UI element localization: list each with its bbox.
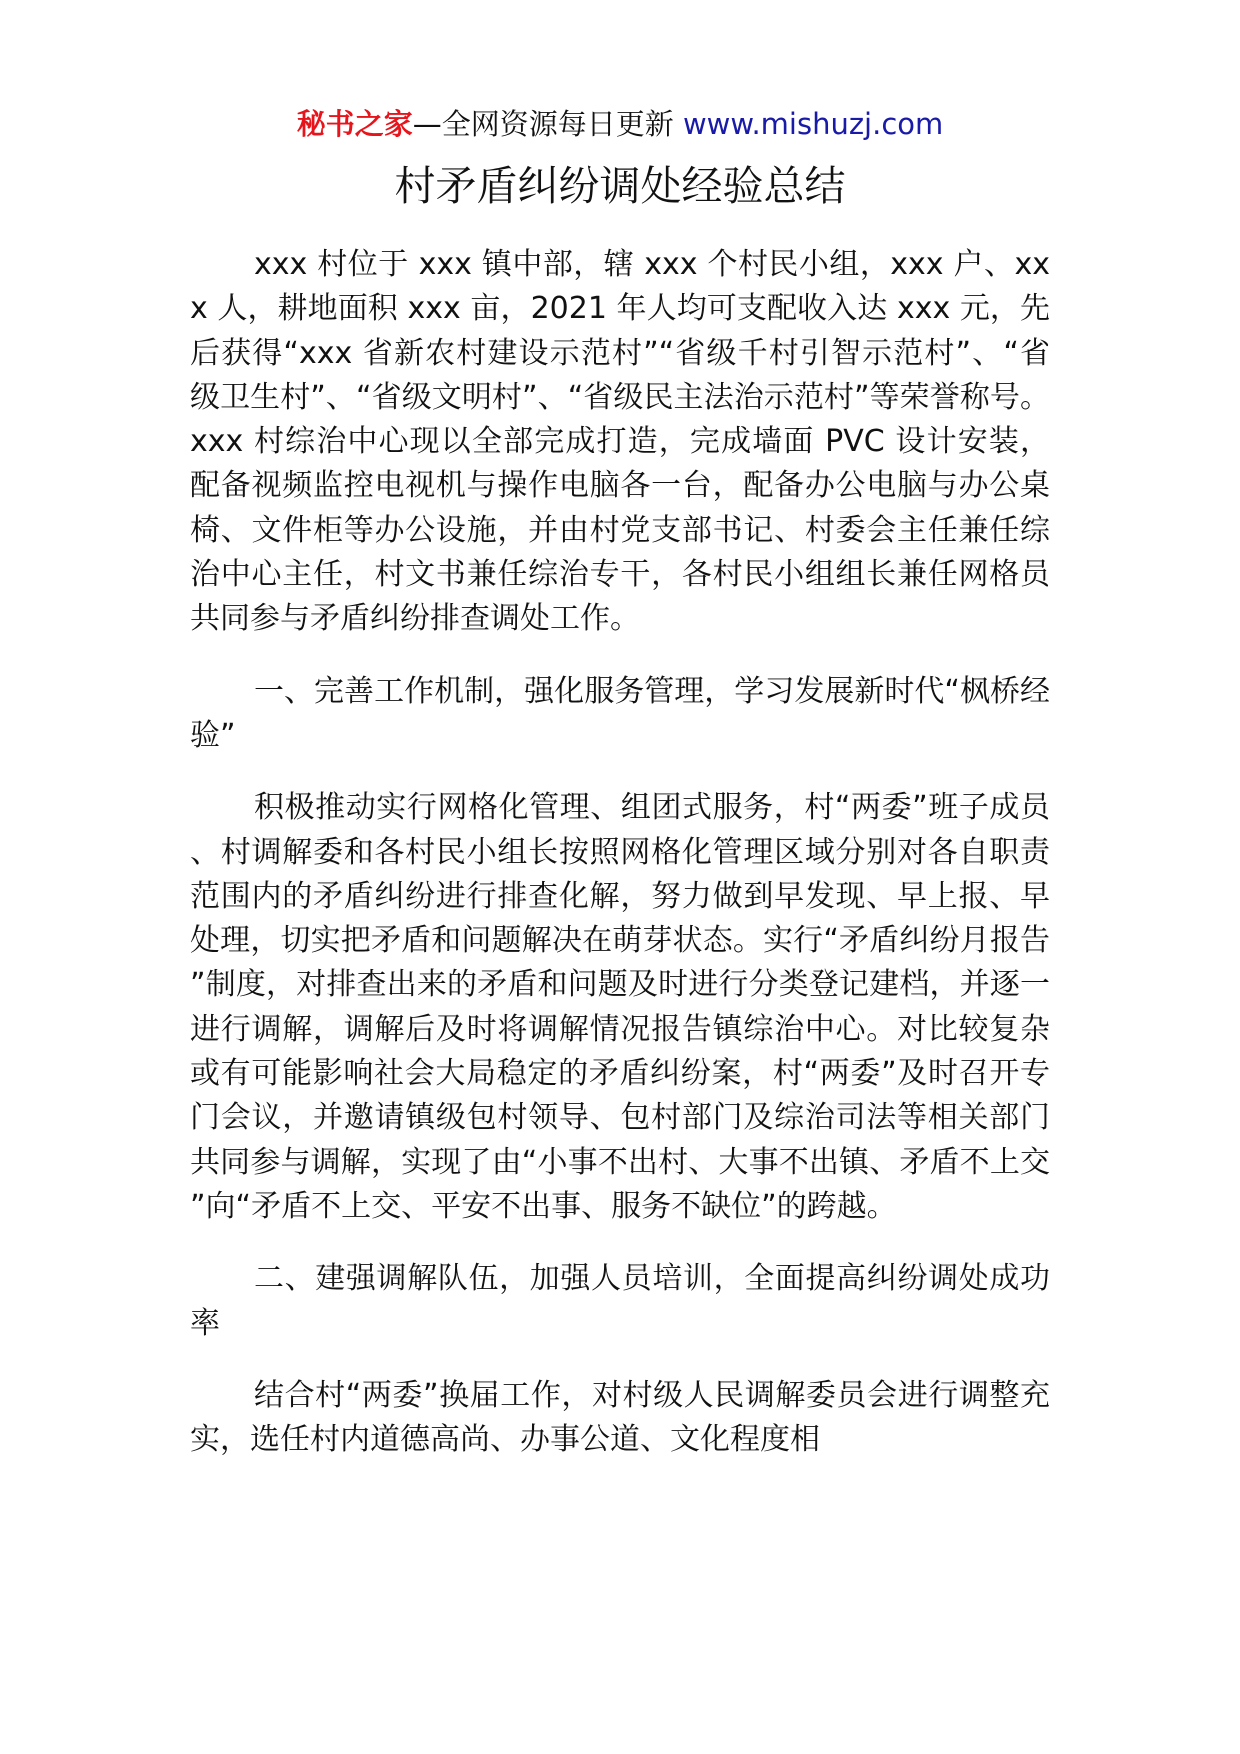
site-url: www.mishuzj.com	[682, 107, 944, 141]
section-2-paragraph: 结合村“两委”换届工作，对村级人民调解委员会进行调整充实，选任村内道德高尚、办事公道、文化程度相	[190, 1377, 1050, 1458]
brand-name: 秘书之家	[296, 107, 413, 141]
document-title: 村矛盾纠纷调处经验总结	[394, 162, 846, 210]
section-1-paragraph: 积极推动实行网格化管理、组团式服务，村“两委”班子成员、村调解委和各村民小组长按照网格化管理区域分别对各自职责范围内的矛盾纠纷进行排查化解，努力做到早发现、早上报、早处理，切实把矛盾和问题解决在萌芽状态。实行“矛盾纠纷月报告”制度，对排查出来的矛盾和问题及时进行分类登记建档，并逐一进行调解，调解后及时将调解情况报告镇综治中心。对比较复杂或有可能影响社会大局稳定的矛盾纠纷案，村“两委”及时召开专门会议，并邀请镇级包村领导、包村部门及综治司法等相关部门共同参与调解，实现了由“小事不出村、大事不出镇、矛盾不上交”向“矛盾不上交、平安不出事、服务不缺位”的跨越。	[190, 790, 1050, 1224]
section-heading-2: 二、建强调解队伍，加强人员培训，全面提高纠纷调处成功率	[190, 1261, 1050, 1341]
site-header	[0, 104, 1240, 144]
document-body	[190, 243, 1050, 1490]
section-heading-1: 一、完善工作机制，强化服务管理，学习发展新时代“枫桥经验”	[190, 673, 1050, 753]
site-tagline: —全网资源每日更新	[412, 107, 674, 141]
intro-paragraph: xxx 村位于 xxx 镇中部，辖 xxx 个村民小组，xxx 户、xxx 人，耕地面积 xxx 亩，2021 年人均可支配收入达 xxx 元，先后获得“xxx 省新农村建设示范村”“省级千村引智示范村”、“省级卫生村”、“省级文明村”、“省级民主法治示范村”等荣誉称号。xxx 村综治中心现以全部完成打造，完成墙面 PVC 设计安装，配备视频监控电视机与操作电脑各一台，配备办公电脑与办公桌椅、文件柜等办公设施，并由村党支部书记、村委会主任兼任综治中心主任，村文书兼任综治专干，各村民小组组长兼任网格员共同参与矛盾纠纷排查调处工作。	[190, 247, 1050, 637]
